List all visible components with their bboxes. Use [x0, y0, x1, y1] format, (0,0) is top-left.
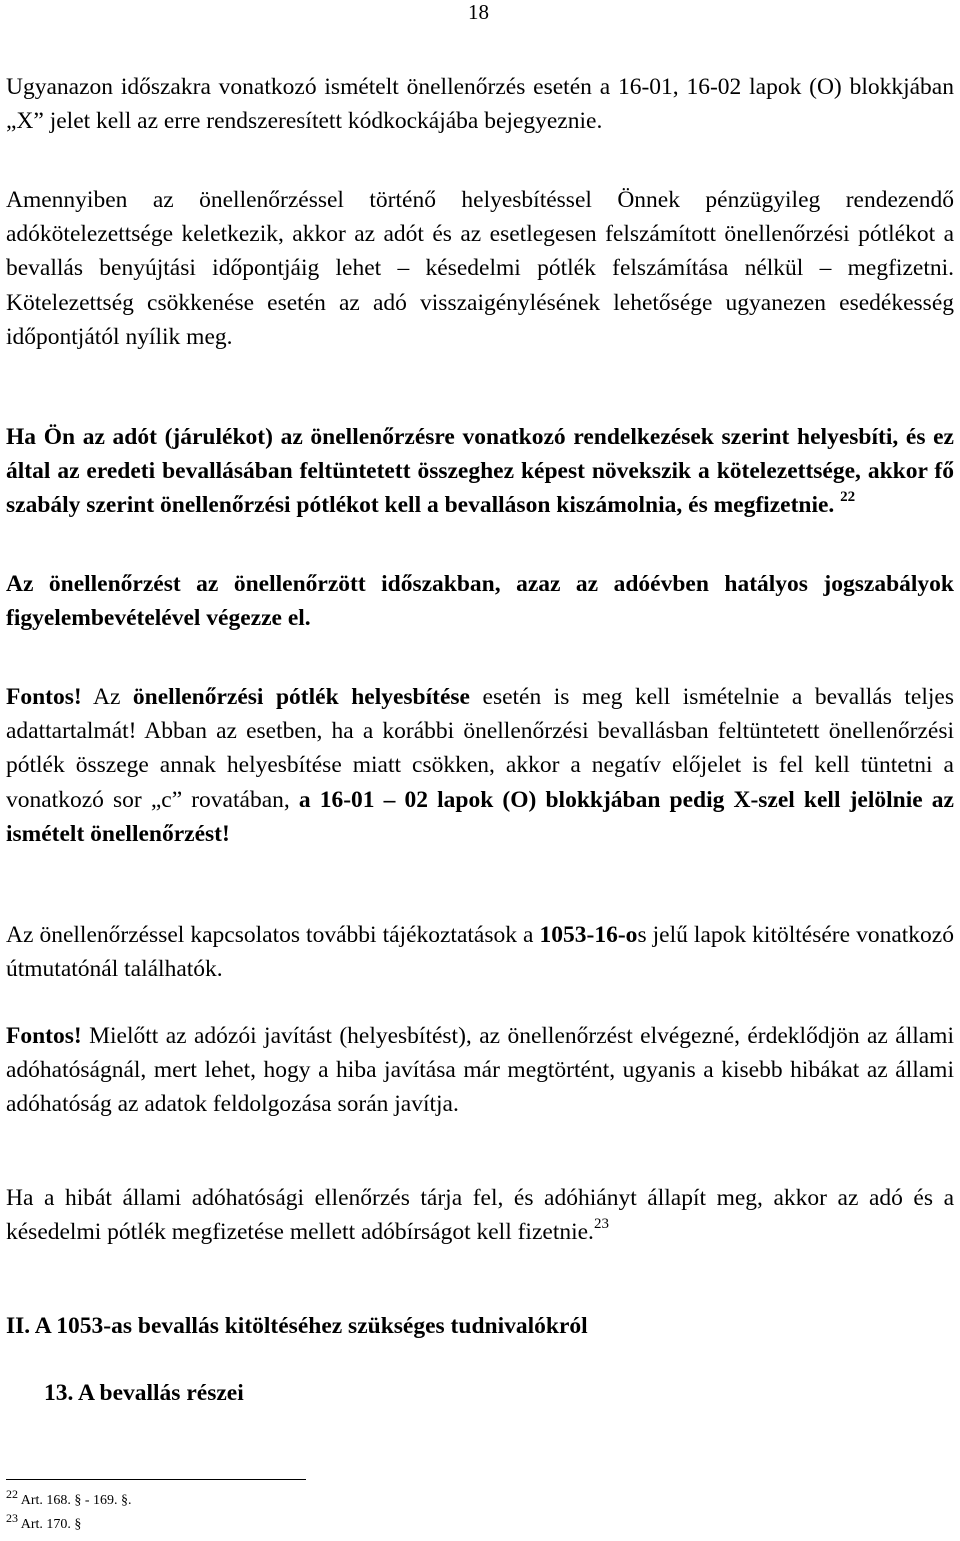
footnote-ref-22: 22	[840, 489, 856, 506]
p7-text: Mielőtt az adózói javítást (helyesbítést), az önellenőrzést elvégezné, érdeklődjön az állami adóhatóságnál, mert lehet, hogy a hiba javítása már megtörtént, ugyanis a kisebb hibákat az állami adóhatóság az adatok feldolgozása során javítja.	[6, 1023, 954, 1118]
footnote-num: 23	[6, 1511, 18, 1525]
paragraph-applicable-law: Az önellenőrzést az önellenőrzött időszakban, azaz az adóévben hatályos jogszabályok figyelembevételével végezze el.	[6, 571, 954, 632]
footnote-ref-23: 23	[593, 1216, 609, 1233]
paragraph-ask-authority	[6, 1019, 954, 1122]
p5-text-1: Az	[81, 684, 133, 710]
footnote-text: Art. 170. §	[20, 1517, 82, 1532]
p5-bold-2: a 16-01 – 02 lapok (O) blokkjában pedig X-szel kell jelölnie az ismételt önellenőrzést!	[6, 786, 954, 847]
footnote-text: Art. 168. § - 169. §.	[20, 1493, 132, 1508]
paragraph-self-revision-surcharge	[6, 420, 954, 523]
footnote-divider	[6, 1479, 306, 1480]
p6-text-1: Az önellenőrzéssel kapcsolatos további tájékoztatások a	[6, 922, 540, 948]
important-label-2: Fontos!	[6, 1023, 82, 1049]
paragraph-audit-penalty	[6, 1181, 954, 1249]
paragraph-repeat-self-revision: Ugyanazon időszakra vonatkozó ismételt önellenőrzés esetén a 16-01, 16-02 lapok (O) blokkjában „X” jelet kell az erre rendszeresített kódkockájába bejegyeznie.	[6, 74, 954, 135]
p6-text-2: s jelű lapok kitöltésére vonatkozó útmutatónál találhatók.	[6, 922, 954, 983]
paragraph-surcharge-correction	[6, 680, 954, 851]
p3-text: Ha Ön az adót (járulékot) az önellenőrzésre vonatkozó rendelkezések szerint helyesbíti, és ez által az eredeti bevallásában feltüntetett összeghez képest növekszik a kötelezettsége, akkor fő szabály szerint önellenőrzési pótlékot kell a bevalláson kiszámolnia, és megfizetnie.	[6, 424, 954, 519]
footnote-num: 22	[6, 1487, 18, 1501]
page-number: 18	[468, 0, 489, 24]
section-heading: II. A 1053-as bevallás kitöltéséhez szükséges tudnivalókról	[6, 1313, 588, 1339]
important-label: Fontos!	[6, 684, 82, 710]
p5-text-2: esetén is meg kell ismételnie a bevallás teljes adattartalmát! Abban az esetben, ha a korábbi önellenőrzési bevallásban feltüntetett önellenőrzési pótlék összege annak helyesbítése miatt csökken, akkor a negatív előjelet is fel kell tüntetni a vonatkozó sor „c” rovatában,	[6, 684, 954, 813]
paragraph-further-info	[6, 918, 954, 986]
footnote-23	[6, 1511, 82, 1534]
p5-bold-1: önellenőrzési pótlék helyesbítése	[132, 684, 470, 710]
p8-text: Ha a hibát állami adóhatósági ellenőrzés tárja fel, és adóhiányt állapít meg, akkor az adó és a késedelmi pótlék megfizetése mellett adóbírságot kell fizetnie.	[6, 1185, 954, 1246]
subsection-heading: 13. A bevallás részei	[44, 1380, 244, 1406]
paragraph-payment-deadline: Amennyiben az önellenőrzéssel történő helyesbítéssel Önnek pénzügyileg rendezendő adókötelezettsége keletkezik, akkor az adót és az esetlegesen felszámított önellenőrzési pótlékot a bevallás benyújtási időpontjáig lehet – késedelmi pótlék felszámítása nélkül – megfizetni. Kötelezettség csökkenése esetén az adó visszaigénylésének lehetősége ugyanezen esedékesség időpontjától nyílik meg.	[6, 187, 954, 350]
p6-bold-1: 1053-16-o	[539, 922, 638, 948]
footnote-22	[6, 1487, 132, 1510]
